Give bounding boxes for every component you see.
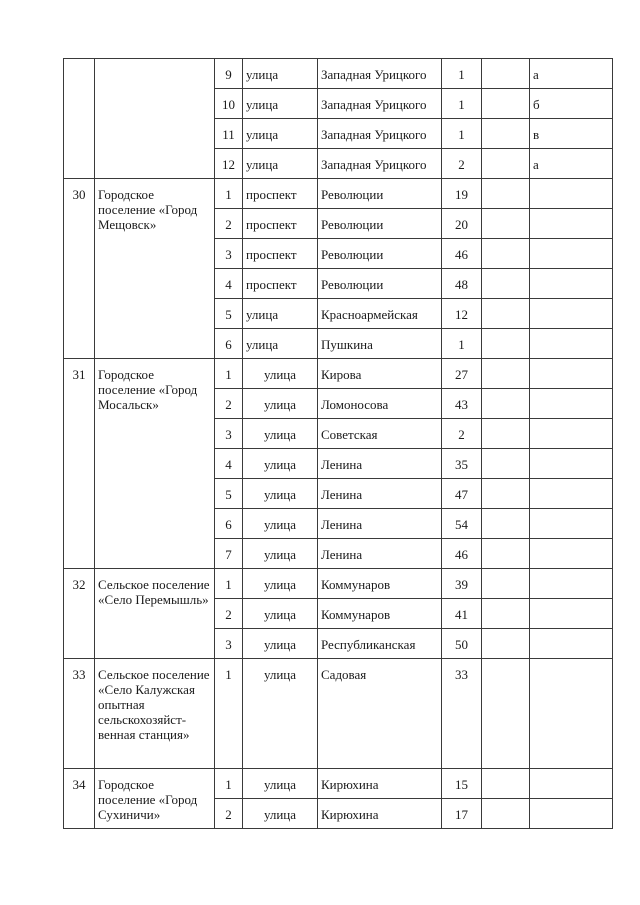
house-letter: [530, 509, 613, 539]
municipality-name: Сельское поселение «Село Перемышль»: [95, 569, 215, 659]
street-name: Революции: [318, 179, 442, 209]
house-letter: [530, 269, 613, 299]
street-type: улица: [243, 769, 318, 799]
row-index: 5: [215, 299, 243, 329]
row-index: 6: [215, 329, 243, 359]
street-type: проспект: [243, 239, 318, 269]
row-index: 3: [215, 419, 243, 449]
street-type: улица: [243, 149, 318, 179]
street-type: улица: [243, 329, 318, 359]
street-name: Революции: [318, 239, 442, 269]
row-index: 4: [215, 269, 243, 299]
street-name: Садовая: [318, 659, 442, 769]
row-index: 1: [215, 179, 243, 209]
house-letter: [530, 209, 613, 239]
municipality-name: Городское поселение «Город Сухиничи»: [95, 769, 215, 829]
street-type: улица: [243, 419, 318, 449]
house-letter: [530, 419, 613, 449]
house-number: 17: [442, 799, 482, 829]
building-number: [482, 769, 530, 799]
street-type: проспект: [243, 209, 318, 239]
street-name: Кирюхина: [318, 769, 442, 799]
row-index: 11: [215, 119, 243, 149]
house-number: 2: [442, 419, 482, 449]
table-row: [64, 359, 613, 389]
house-number: 27: [442, 359, 482, 389]
building-number: [482, 329, 530, 359]
street-type: проспект: [243, 269, 318, 299]
building-number: [482, 269, 530, 299]
street-type: улица: [243, 479, 318, 509]
street-type: улица: [243, 89, 318, 119]
house-letter: [530, 659, 613, 769]
house-number: 2: [442, 149, 482, 179]
street-name: Кирюхина: [318, 799, 442, 829]
street-type: улица: [243, 659, 318, 769]
house-number: 15: [442, 769, 482, 799]
house-letter: [530, 329, 613, 359]
street-type: улица: [243, 569, 318, 599]
table-row: [64, 769, 613, 799]
house-number: 1: [442, 89, 482, 119]
street-type: улица: [243, 119, 318, 149]
street-name: Республиканская: [318, 629, 442, 659]
street-type: улица: [243, 599, 318, 629]
building-number: [482, 239, 530, 269]
house-number: 46: [442, 539, 482, 569]
street-type: улица: [243, 59, 318, 89]
house-number: 48: [442, 269, 482, 299]
street-name: Кирова: [318, 359, 442, 389]
house-number: 12: [442, 299, 482, 329]
table-body: [64, 59, 613, 829]
group-number: 33: [64, 659, 95, 769]
address-table: [63, 58, 613, 829]
street-name: Красноармейская: [318, 299, 442, 329]
house-letter: [530, 599, 613, 629]
house-number: 20: [442, 209, 482, 239]
street-name: Ломоносова: [318, 389, 442, 419]
street-name: Революции: [318, 209, 442, 239]
house-number: 54: [442, 509, 482, 539]
municipality-name: [95, 59, 215, 179]
house-number: 39: [442, 569, 482, 599]
row-index: 1: [215, 569, 243, 599]
house-number: 19: [442, 179, 482, 209]
house-letter: [530, 799, 613, 829]
building-number: [482, 449, 530, 479]
building-number: [482, 179, 530, 209]
group-number: 31: [64, 359, 95, 569]
row-index: 1: [215, 359, 243, 389]
building-number: [482, 569, 530, 599]
street-type: улица: [243, 299, 318, 329]
group-number: 34: [64, 769, 95, 829]
row-index: 10: [215, 89, 243, 119]
street-type: улица: [243, 509, 318, 539]
row-index: 12: [215, 149, 243, 179]
group-number: 30: [64, 179, 95, 359]
street-name: Западная Урицкого: [318, 119, 442, 149]
street-type: улица: [243, 389, 318, 419]
house-number: 35: [442, 449, 482, 479]
row-index: 2: [215, 799, 243, 829]
house-letter: а: [530, 149, 613, 179]
house-number: 1: [442, 59, 482, 89]
building-number: [482, 59, 530, 89]
street-type: улица: [243, 539, 318, 569]
table-row: [64, 569, 613, 599]
row-index: 6: [215, 509, 243, 539]
house-letter: [530, 629, 613, 659]
row-index: 2: [215, 599, 243, 629]
street-type: улица: [243, 359, 318, 389]
house-letter: [530, 569, 613, 599]
street-name: Западная Урицкого: [318, 149, 442, 179]
building-number: [482, 539, 530, 569]
building-number: [482, 629, 530, 659]
house-letter: [530, 449, 613, 479]
row-index: 4: [215, 449, 243, 479]
row-index: 9: [215, 59, 243, 89]
house-number: 33: [442, 659, 482, 769]
building-number: [482, 359, 530, 389]
group-number: 32: [64, 569, 95, 659]
building-number: [482, 799, 530, 829]
municipality-name: Городское поселение «Город Мещовск»: [95, 179, 215, 359]
table-row: [64, 59, 613, 89]
street-name: Ленина: [318, 449, 442, 479]
street-type: проспект: [243, 179, 318, 209]
street-type: улица: [243, 449, 318, 479]
row-index: 3: [215, 239, 243, 269]
house-number: 41: [442, 599, 482, 629]
building-number: [482, 659, 530, 769]
row-index: 5: [215, 479, 243, 509]
street-name: Западная Урицкого: [318, 89, 442, 119]
street-name: Ленина: [318, 539, 442, 569]
house-number: 1: [442, 329, 482, 359]
house-letter: [530, 239, 613, 269]
street-name: Революции: [318, 269, 442, 299]
house-letter: в: [530, 119, 613, 149]
street-type: улица: [243, 629, 318, 659]
building-number: [482, 509, 530, 539]
building-number: [482, 419, 530, 449]
street-name: Ленина: [318, 479, 442, 509]
municipality-name: Сельское поселение «Село Калужская опытная сельскохозяйст-венная станция»: [95, 659, 215, 769]
street-name: Пушкина: [318, 329, 442, 359]
building-number: [482, 479, 530, 509]
house-letter: [530, 299, 613, 329]
row-index: 3: [215, 629, 243, 659]
street-type: улица: [243, 799, 318, 829]
house-letter: [530, 479, 613, 509]
street-name: Ленина: [318, 509, 442, 539]
building-number: [482, 89, 530, 119]
house-number: 47: [442, 479, 482, 509]
house-number: 50: [442, 629, 482, 659]
building-number: [482, 209, 530, 239]
building-number: [482, 389, 530, 419]
row-index: 2: [215, 389, 243, 419]
row-index: 7: [215, 539, 243, 569]
municipality-name: Городское поселение «Город Мосальск»: [95, 359, 215, 569]
house-letter: б: [530, 89, 613, 119]
row-index: 2: [215, 209, 243, 239]
street-name: Советская: [318, 419, 442, 449]
house-number: 46: [442, 239, 482, 269]
building-number: [482, 599, 530, 629]
table-row: [64, 659, 613, 769]
house-letter: а: [530, 59, 613, 89]
house-letter: [530, 539, 613, 569]
street-name: Коммунаров: [318, 569, 442, 599]
house-letter: [530, 359, 613, 389]
building-number: [482, 119, 530, 149]
building-number: [482, 149, 530, 179]
house-letter: [530, 179, 613, 209]
building-number: [482, 299, 530, 329]
street-name: Западная Урицкого: [318, 59, 442, 89]
table-row: [64, 179, 613, 209]
house-letter: [530, 769, 613, 799]
street-name: Коммунаров: [318, 599, 442, 629]
house-letter: [530, 389, 613, 419]
row-index: 1: [215, 659, 243, 769]
house-number: 43: [442, 389, 482, 419]
row-index: 1: [215, 769, 243, 799]
group-number: [64, 59, 95, 179]
house-number: 1: [442, 119, 482, 149]
